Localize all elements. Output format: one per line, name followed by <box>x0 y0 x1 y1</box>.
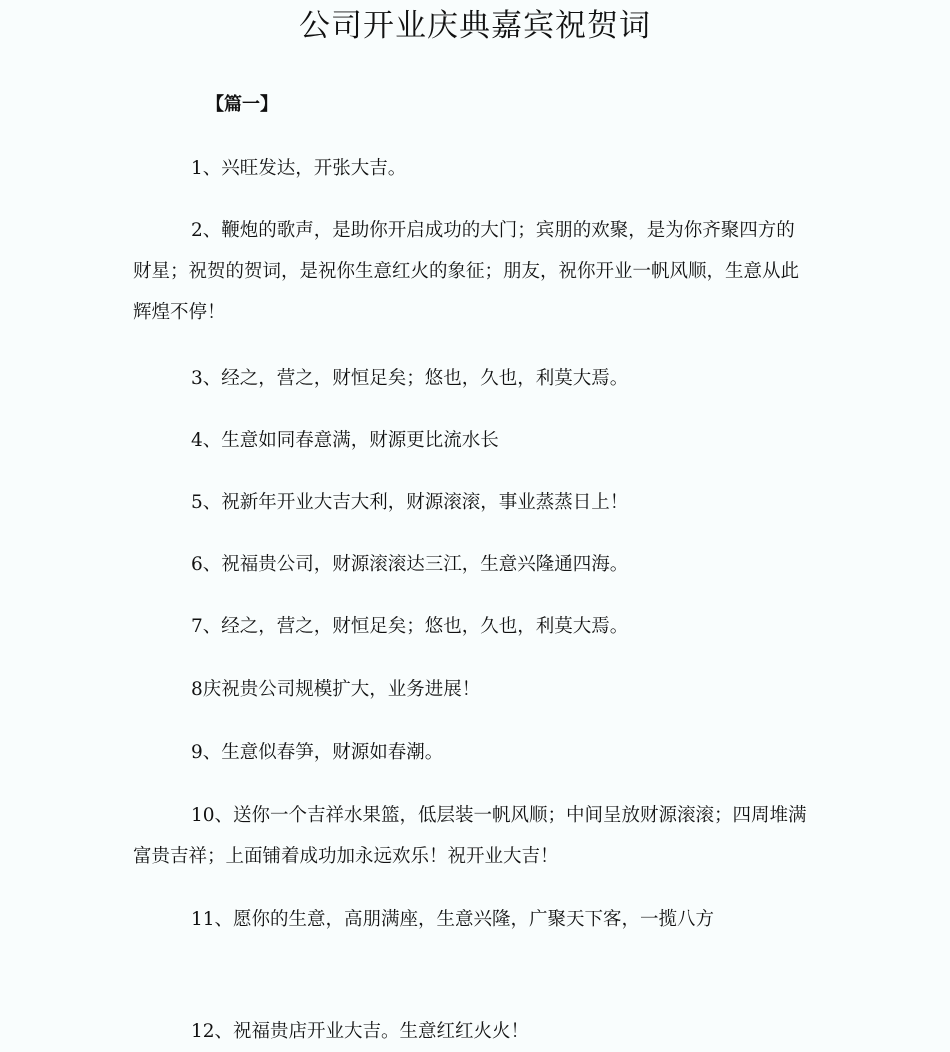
document-title: 公司开业庆典嘉宾祝贺词 <box>299 8 651 44</box>
paragraph-2: 2、鞭炮的歌声，是助你开启成功的大门；宾朋的欢聚，是为你齐聚四方的财星；祝贺的贺词，是祝你生意红火的象征；朋友，祝你开业一帆风顺，生意从此辉煌不停！ <box>133 220 800 323</box>
paragraph-1: 1、兴旺发达，开张大吉。 <box>191 158 407 179</box>
paragraph-3: 3、经之，营之，财恒足矣；悠也，久也，利莫大焉。 <box>191 368 629 389</box>
paragraph-4: 4、生意如同春意满，财源更比流水长 <box>191 430 499 451</box>
paragraph-6: 6、祝福贵公司，财源滚滚达三江，生意兴隆通四海。 <box>191 554 629 575</box>
paragraph-9: 9、生意似春笋，财源如春潮。 <box>191 742 444 763</box>
paragraph-7: 7、经之，营之，财恒足矣；悠也，久也，利莫大焉。 <box>191 616 629 637</box>
paragraph-12: 12、祝福贵店开业大吉。生意红红火火！ <box>191 1021 530 1042</box>
paragraph-11: 11、愿你的生意，高朋满座，生意兴隆，广聚天下客，一揽八方 <box>191 909 715 930</box>
paragraph-10: 10、送你一个吉祥水果篮，低层装一帆风顺；中间呈放财源滚滚；四周堆满富贵吉祥；上面铺着成功加永远欢乐！祝开业大吉！ <box>133 805 807 867</box>
paragraph-8: 8庆祝贵公司规模扩大，业务进展！ <box>191 679 481 700</box>
section-heading: 【篇一】 <box>206 94 278 115</box>
paragraph-5: 5、祝新年开业大吉大利，财源滚滚，事业蒸蒸日上！ <box>191 492 629 513</box>
